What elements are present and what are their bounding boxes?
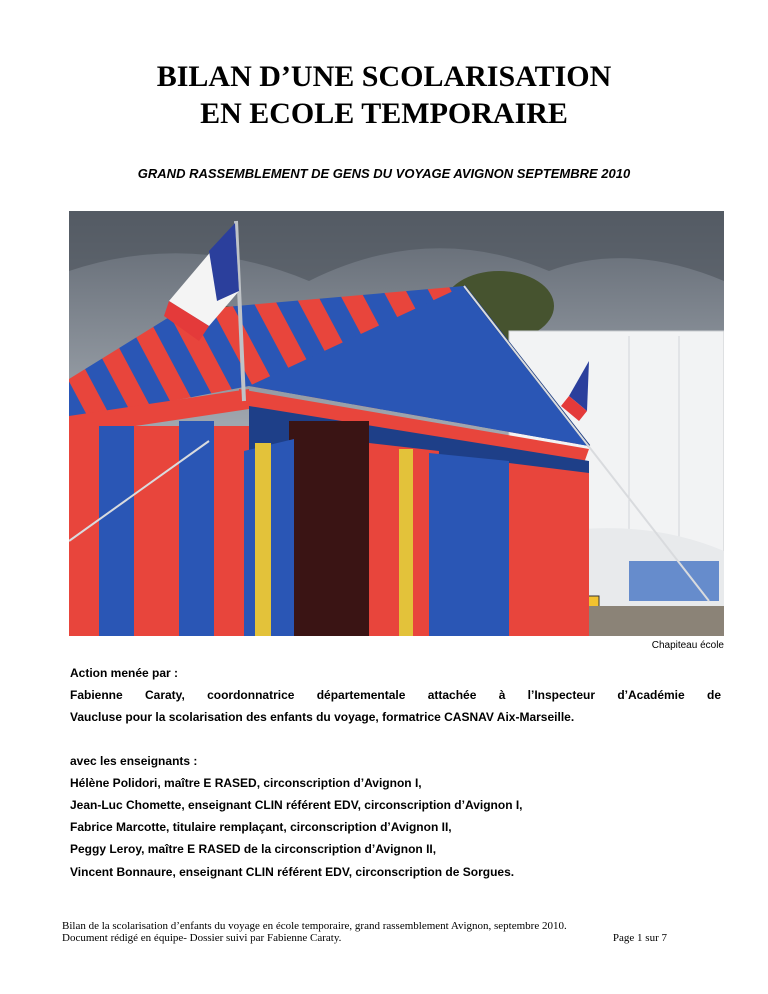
document-subtitle: GRAND RASSEMBLEMENT DE GENS DU VOYAGE AVIGNON SEPTEMBRE 2010 [137, 166, 631, 181]
teachers-heading: avec les enseignants : [70, 754, 198, 768]
action-line-1: Fabienne Caraty, coordonnatrice départementale attachée à l’Inspecteur d’Académie de [70, 688, 721, 702]
footer-line-1: Bilan de la scolarisation d’enfants du voyage en école temporaire, grand rassemblement Avignon, septembre 2010. [62, 920, 567, 932]
action-line-2: Vaucluse pour la scolarisation des enfants du voyage, formatrice CASNAV Aix-Marseille. [70, 710, 575, 724]
photo-caption: Chapiteau école [651, 640, 724, 651]
teacher-item: Jean-Luc Chomette, enseignant CLIN référent EDV, circonscription d’Avignon I, [70, 798, 523, 812]
tent-photo [69, 211, 724, 636]
page-footer [62, 920, 667, 944]
teacher-item: Peggy Leroy, maître E RASED de la circonscription d’Avignon II, [70, 842, 437, 856]
teacher-item: Vincent Bonnaure, enseignant CLIN référent EDV, circonscription de Sorgues. [70, 865, 515, 879]
title-line-1: BILAN D’UNE SCOLARISATION [156, 60, 612, 93]
document-title [0, 58, 768, 132]
teacher-item: Fabrice Marcotte, titulaire remplaçant, circonscription d’Avignon II, [70, 820, 452, 834]
title-line-2: EN ECOLE TEMPORAIRE [200, 97, 568, 130]
footer-line-2: Document rédigé en équipe- Dossier suivi par Fabienne Caraty. [62, 932, 342, 944]
page-number: Page 1 sur 7 [612, 932, 667, 944]
teacher-item: Hélène Polidori, maître E RASED, circonscription d’Avignon I, [70, 776, 422, 790]
action-heading: Action menée par : [70, 666, 179, 680]
